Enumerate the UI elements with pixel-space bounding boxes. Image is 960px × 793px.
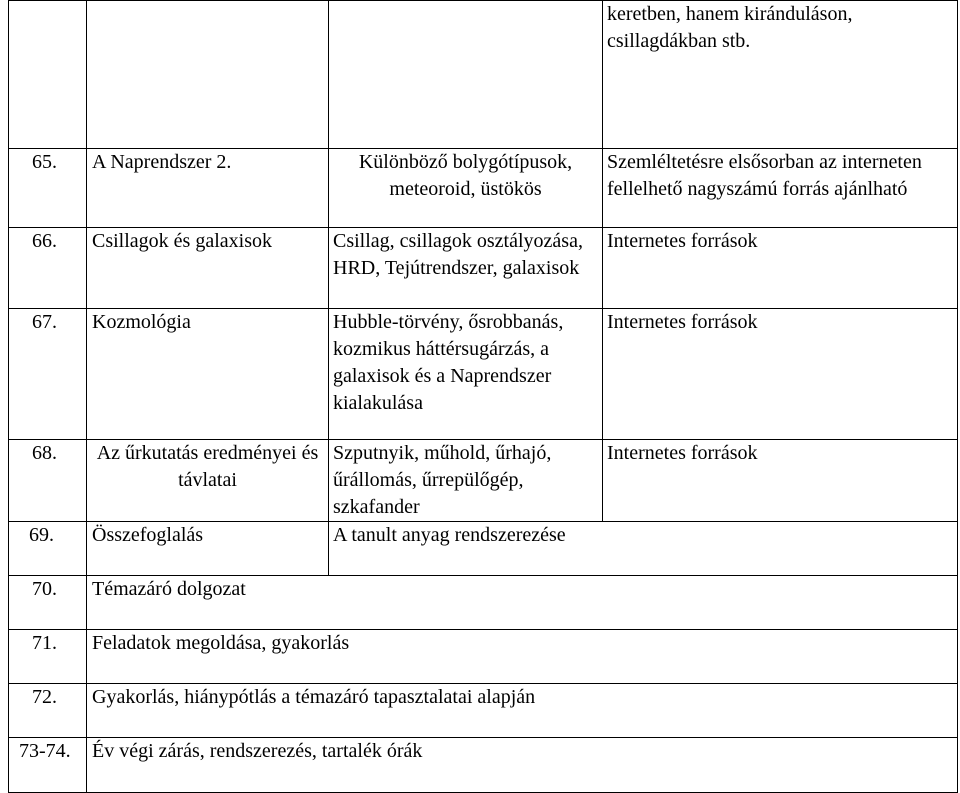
lesson-number: 69. — [9, 522, 87, 576]
lesson-title: Év végi zárás, rendszerezés, tartalék órák — [87, 738, 958, 793]
table-row — [9, 309, 958, 440]
lesson-number: 67. — [9, 309, 87, 440]
table-row — [9, 738, 958, 793]
table-row — [9, 228, 958, 309]
lesson-title: Feladatok megoldása, gyakorlás — [87, 630, 958, 684]
lesson-number: 68. — [9, 440, 87, 522]
lesson-number: 70. — [9, 576, 87, 630]
lesson-title: Összefoglalás — [87, 522, 329, 576]
lesson-content: Különböző bolygótípusok, meteoroid, üstökös — [329, 149, 603, 228]
lesson-number: 72. — [9, 684, 87, 738]
table-row — [9, 630, 958, 684]
lesson-title: Témazáró dolgozat — [87, 576, 958, 630]
resource-cell — [603, 1, 958, 149]
table-row — [9, 522, 958, 576]
table-row — [9, 684, 958, 738]
lesson-content: A tanult anyag rendszerezése — [329, 522, 958, 576]
lesson-content: Hubble-törvény, ősrobbanás, kozmikus háttérsugárzás, a galaxisok és a Naprendszer kialakulása — [329, 309, 603, 440]
resource-text-line: csillagdákban stb. — [607, 30, 751, 52]
lesson-title: Kozmológia — [87, 309, 329, 440]
resource-text-line: keretben, hanem kiránduláson, — [607, 3, 853, 25]
lesson-number: 73-74. — [9, 738, 87, 793]
table-cell-empty — [87, 1, 329, 149]
table-row — [9, 576, 958, 630]
lesson-resource: Internetes források — [603, 440, 958, 522]
table-cell-empty — [329, 1, 603, 149]
lesson-number: 65. — [9, 149, 87, 228]
table-row — [9, 440, 958, 522]
curriculum-table — [8, 0, 958, 793]
table-row — [9, 149, 958, 228]
lesson-number: 66. — [9, 228, 87, 309]
lesson-content: Csillag, csillagok osztályozása, HRD, Tejútrendszer, galaxisok — [329, 228, 603, 309]
lesson-resource: Internetes források — [603, 309, 958, 440]
lesson-title: Az űrkutatás eredményei és távlatai — [87, 440, 329, 522]
lesson-title: A Naprendszer 2. — [87, 149, 329, 228]
lesson-title: Csillagok és galaxisok — [87, 228, 329, 309]
table-row-continuation — [9, 1, 958, 149]
table-cell-empty — [9, 1, 87, 149]
lesson-resource: Internetes források — [603, 228, 958, 309]
lesson-content: Szputnyik, műhold, űrhajó, űrállomás, űrrepülőgép, szkafander — [329, 440, 603, 522]
lesson-number: 71. — [9, 630, 87, 684]
lesson-title: Gyakorlás, hiánypótlás a témazáró tapasztalatai alapján — [87, 684, 958, 738]
lesson-resource: Szemléltetésre elsősorban az interneten fellelhető nagyszámú forrás ajánlható — [603, 149, 958, 228]
